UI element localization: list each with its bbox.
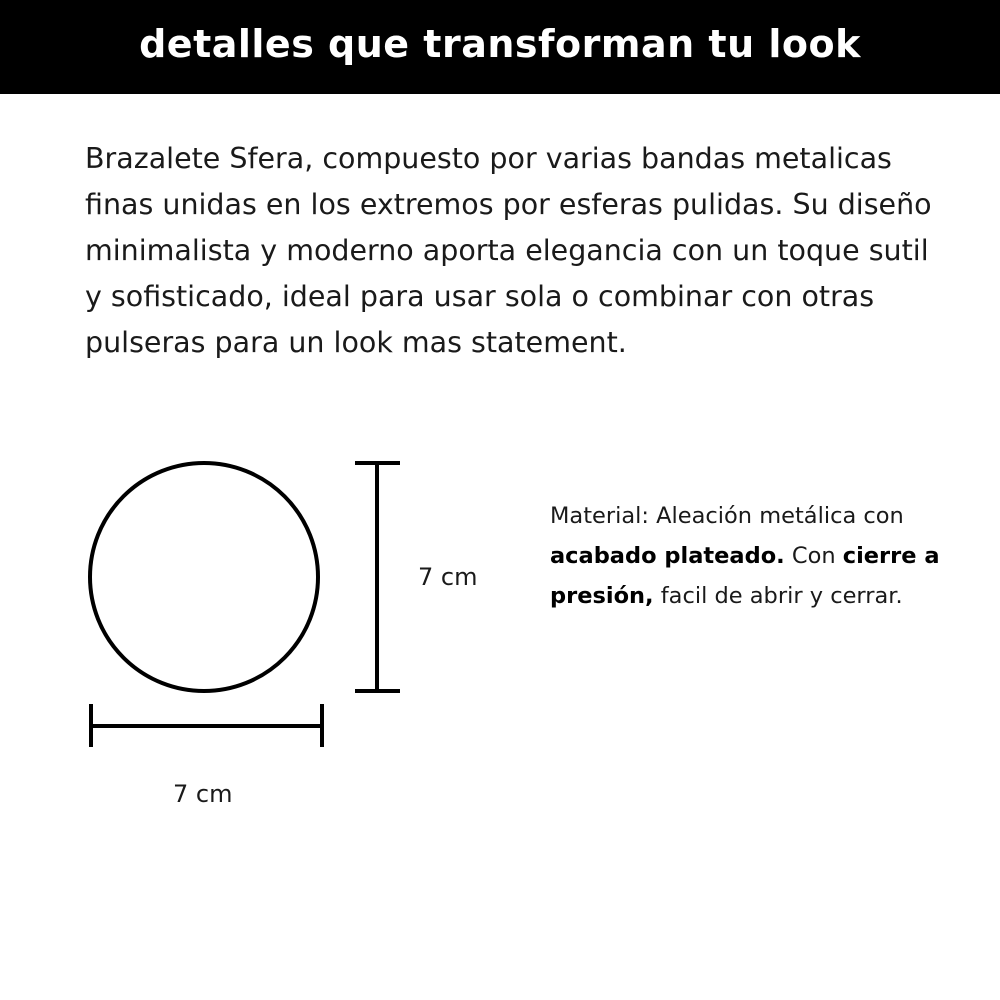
material-text-2: Con	[784, 543, 843, 569]
height-label: 7 cm	[418, 563, 478, 591]
width-dimension-line	[91, 704, 322, 747]
material-clasp-bold: cierre a presión,	[550, 543, 940, 609]
bracelet-outline-circle	[90, 463, 318, 691]
material-finish-bold: acabado plateado.	[550, 543, 785, 569]
page-title: detalles que transforman tu look	[139, 22, 861, 66]
product-description: Brazalete Sfera, compuesto por varias bandas metalicas finas unidas en los extremos por esferas pulidas. Su diseño minimalista y moderno aporta elegancia con un toque sutil y sofisticado, ideal para usar sola o combinar con otras pulseras para un look mas statement.	[85, 142, 932, 359]
material-text-3: facil de abrir y cerrar.	[653, 583, 903, 609]
material-text-1: Material: Aleación metálica con	[550, 503, 904, 529]
height-dimension-line	[355, 463, 400, 691]
material-info	[550, 496, 950, 616]
width-label: 7 cm	[173, 780, 233, 808]
